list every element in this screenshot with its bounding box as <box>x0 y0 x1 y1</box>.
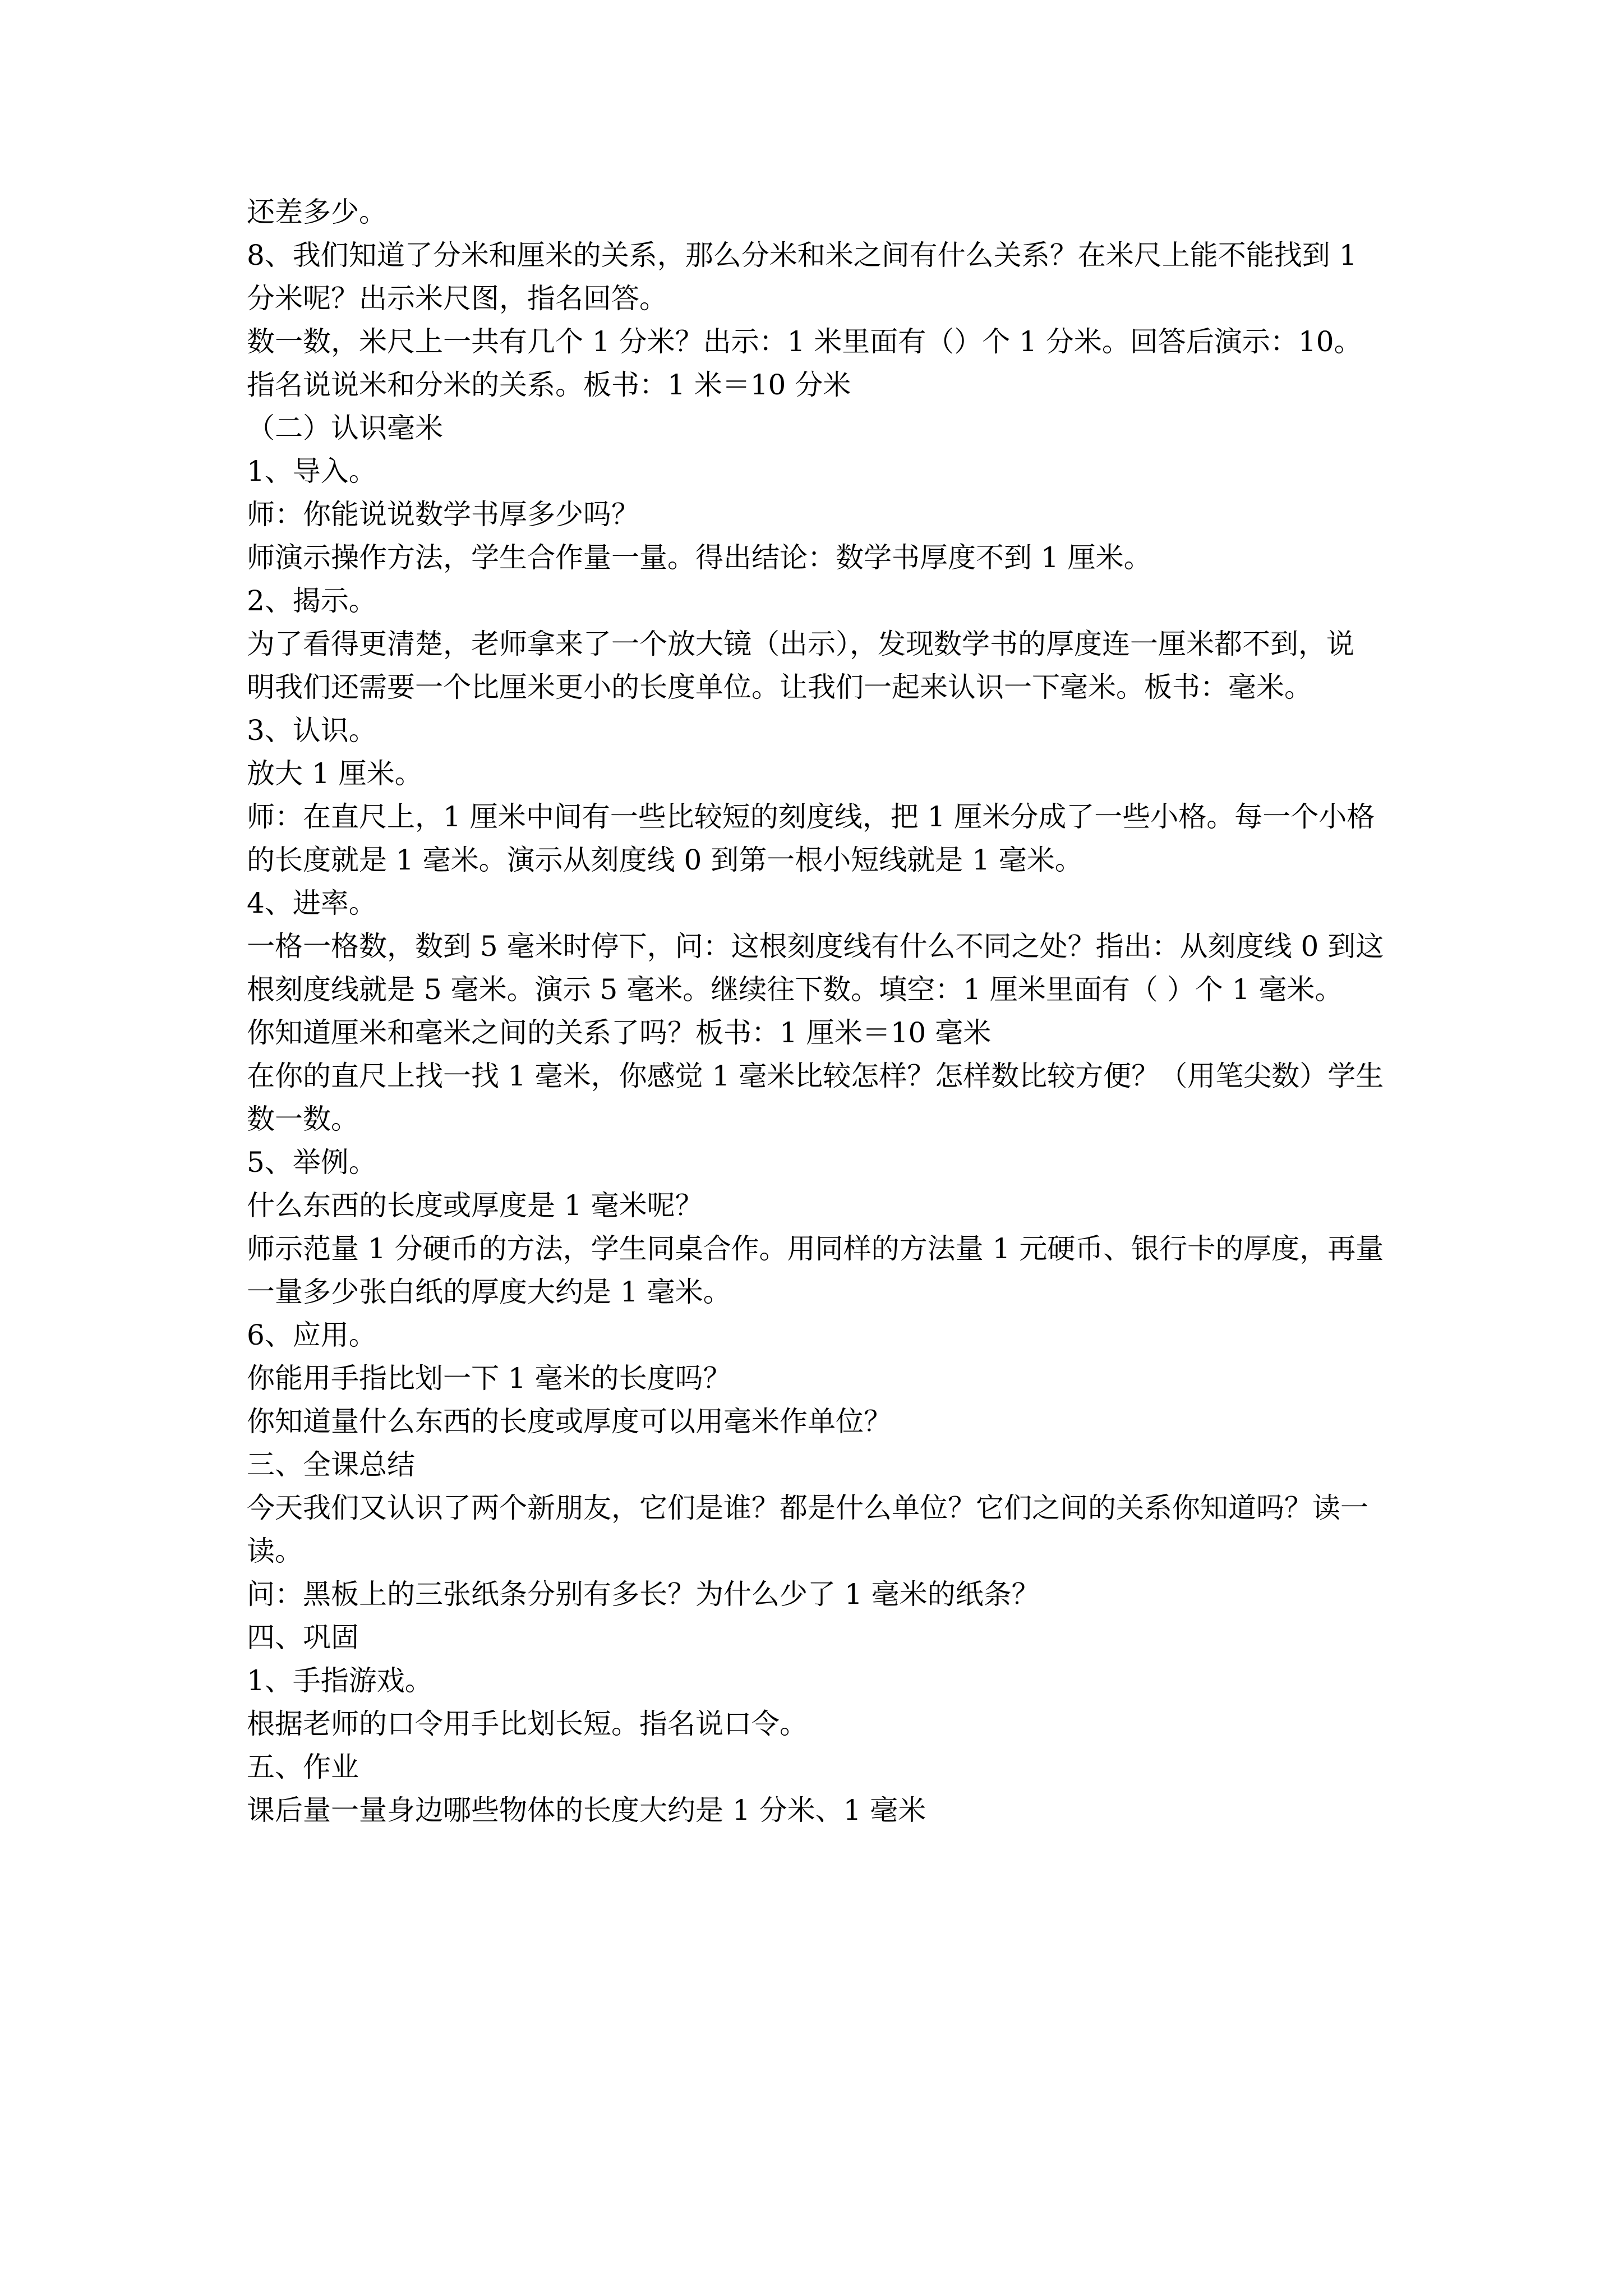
text-line: 明我们还需要一个比厘米更小的长度单位。让我们一起来认识一下毫米。板书：毫米。 <box>247 671 1312 703</box>
text-line: 师：在直尺上，1 厘米中间有一些比较短的刻度线，把 1 厘米分成了一些小格。每一个小格 <box>247 800 1375 833</box>
text-line: 师示范量 1 分硬币的方法，学生同桌合作。用同样的方法量 1 元硬币、银行卡的厚度，再量 <box>247 1232 1384 1265</box>
text-line: 问：黑板上的三张纸条分别有多长？为什么少了 1 毫米的纸条？ <box>247 1578 1040 1611</box>
step-heading: 6、应用。 <box>247 1319 377 1351</box>
text-line: 为了看得更清楚，老师拿来了一个放大镜（出示），发现数学书的厚度连一厘米都不到，说 <box>247 628 1354 660</box>
text-line: 今天我们又认识了两个新朋友，它们是谁？都是什么单位？它们之间的关系你知道吗？读一 <box>247 1492 1368 1524</box>
text-line: 根据老师的口令用手比划长短。指名说口令。 <box>247 1708 808 1740</box>
text-line: 还差多少。 <box>247 196 387 228</box>
text-line: 的长度就是 1 毫米。演示从刻度线 0 到第一根小短线就是 1 毫米。 <box>247 844 1083 876</box>
text-line: 在你的直尺上找一找 1 毫米，你感觉 1 毫米比较怎样？怎样数比较方便？（用笔尖数）学生 <box>247 1060 1384 1092</box>
step-heading: 1、导入。 <box>247 455 377 487</box>
text-line: 什么东西的长度或厚度是 1 毫米呢？ <box>247 1189 703 1222</box>
text-line: 你知道量什么东西的长度或厚度可以用毫米作单位？ <box>247 1405 892 1438</box>
text-line: 师演示操作方法，学生合作量一量。得出结论：数学书厚度不到 1 厘米。 <box>247 541 1152 574</box>
step-heading: 4、进率。 <box>247 887 377 919</box>
text-line: 你能用手指比划一下 1 毫米的长度吗？ <box>247 1362 731 1395</box>
document-body <box>247 191 1385 1832</box>
text-line: 分米呢？出示米尺图，指名回答。 <box>247 282 667 315</box>
step-heading: 1、手指游戏。 <box>247 1664 433 1697</box>
step-heading: 3、认识。 <box>247 714 377 747</box>
text-line: 放大 1 厘米。 <box>247 757 423 790</box>
step-heading: 2、揭示。 <box>247 585 377 617</box>
text-line: 读。 <box>247 1535 303 1567</box>
text-line: 师：你能说说数学书厚多少吗？ <box>247 498 639 531</box>
text-line: 一格一格数，数到 5 毫米时停下，问：这根刻度线有什么不同之处？指出：从刻度线 0 到这 <box>247 930 1384 963</box>
text-line: 你知道厘米和毫米之间的关系了吗？板书：1 厘米＝10 毫米 <box>247 1016 992 1049</box>
section-heading: 五、作业 <box>247 1751 359 1783</box>
text-line: 8、我们知道了分米和厘米的关系，那么分米和米之间有什么关系？在米尺上能不能找到 1 <box>247 239 1357 272</box>
section-heading: 四、巩固 <box>247 1621 359 1654</box>
section-heading: 三、全课总结 <box>247 1448 415 1481</box>
text-line: 数一数。 <box>247 1103 359 1135</box>
text-line: 数一数，米尺上一共有几个 1 分米？出示：1 米里面有（）个 1 分米。回答后演示：10。 <box>247 325 1362 358</box>
step-heading: 5、举例。 <box>247 1146 377 1179</box>
text-line: 课后量一量身边哪些物体的长度大约是 1 分米、1 毫米 <box>247 1794 926 1826</box>
text-line: 一量多少张白纸的厚度大约是 1 毫米。 <box>247 1276 731 1308</box>
text-line: 指名说说米和分米的关系。板书：1 米＝10 分米 <box>247 369 851 401</box>
text-line: 根刻度线就是 5 毫米。演示 5 毫米。继续往下数。填空：1 厘米里面有（ ）个 1 毫米。 <box>247 973 1343 1006</box>
section-heading: （二）认识毫米 <box>247 412 443 444</box>
